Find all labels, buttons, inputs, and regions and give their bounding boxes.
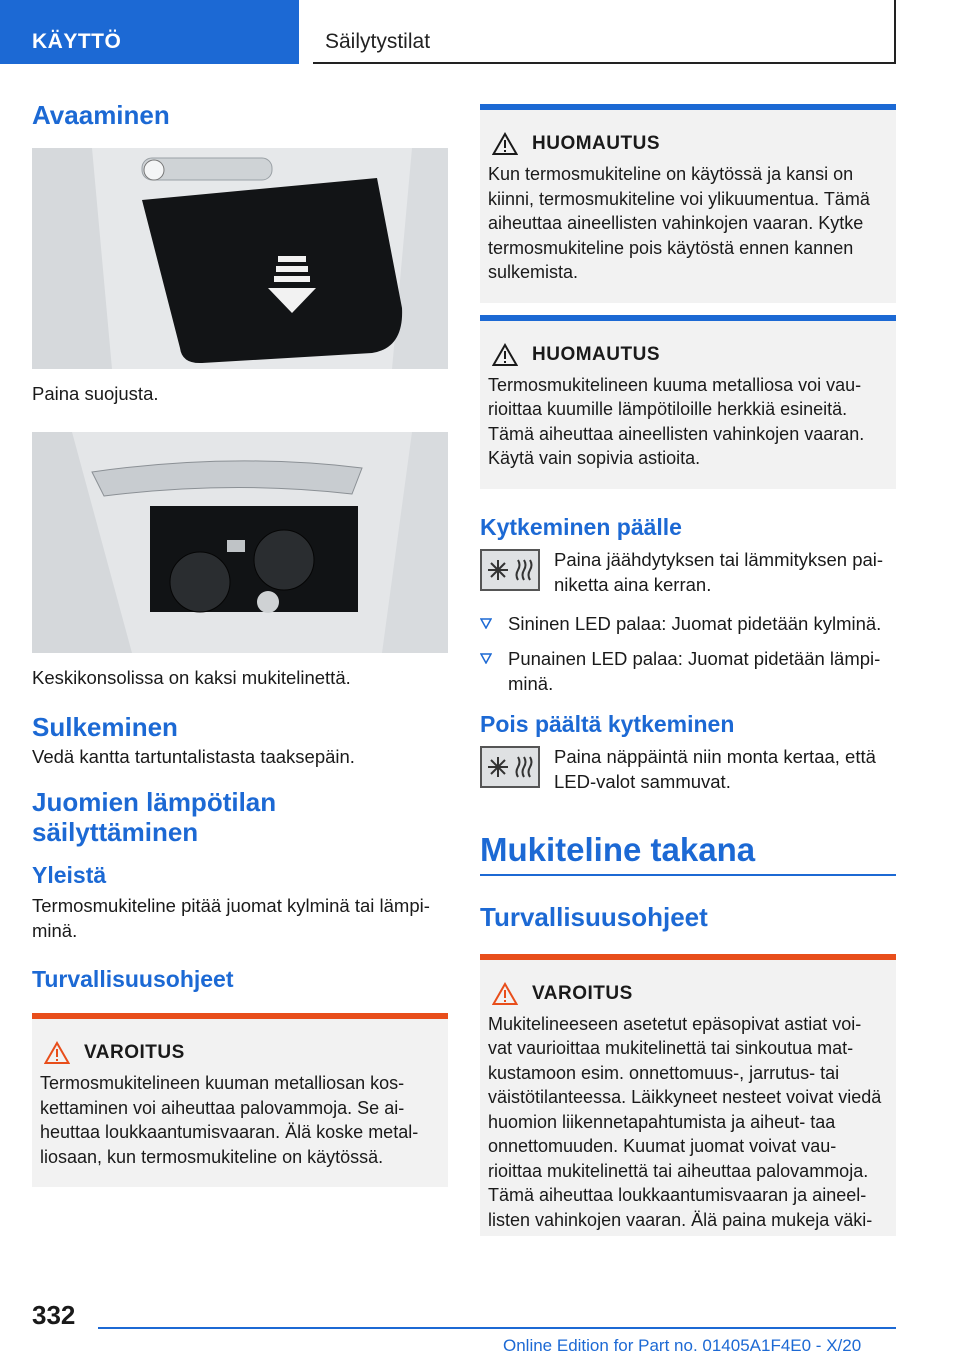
heading-general: Yleistä <box>32 862 107 888</box>
snowflake-icon <box>487 559 509 581</box>
photo-cover-closed <box>32 148 448 369</box>
heat-waves-icon <box>515 756 533 778</box>
section-tab: KÄYTTÖ <box>0 0 299 64</box>
caution-triangle-icon <box>492 343 518 367</box>
warning-rear-title: VAROITUS <box>532 982 633 1004</box>
warning-text: Termosmukitelineen kuuman metalliosan kos- kettaminen voi aiheuttaa palovammoja. Se ai- heuttaa loukkaantumisvaaran. Älä koske metal- liosaan, kun termosmukiteline on käytössä. <box>40 1073 419 1167</box>
heading-closing: Sulkeminen <box>32 712 178 742</box>
warning-title: VAROITUS <box>84 1042 185 1063</box>
heading-switch-off: Pois päältä kytkeminen <box>480 710 735 737</box>
closing-text: Vedä kantta tartuntalistasta taaksepäin. <box>32 746 355 767</box>
left-column <box>32 100 448 1187</box>
warning-box-rear <box>480 954 896 1237</box>
warning-triangle-icon <box>44 1041 70 1065</box>
list-item: Punainen LED palaa: Juomat pidetään lämpi- minä. <box>480 646 896 696</box>
bullet-arrow-icon <box>480 652 492 664</box>
caption-two-cupholders: Keskikonsolissa on kaksi mukitelinettä. <box>32 667 351 688</box>
page-number: 332 <box>32 1300 76 1330</box>
notice-box-1 <box>480 104 896 303</box>
general-text: Termosmukiteline pitää juomat kylminä tai lämpi- minä. <box>32 895 430 941</box>
heading-switch-on: Kytkeminen päälle <box>480 513 682 540</box>
page-title: Säilytystilat <box>313 0 896 64</box>
heading-safety-rear: Turvallisuusohjeet <box>480 901 708 932</box>
heading-underline <box>480 874 896 876</box>
notice-1-text: Kun termosmukiteline on käytössä ja kansi on kiinni, termosmukiteline voi ylikuumentua. Tämä aiheuttaa aineellisten vahinkojen vaaran. Kytke termosmukiteline pois käytöstä ennen kannen sulkemista. <box>488 164 870 282</box>
heading-drink-temperature: Juomien lämpötilan säilyttäminen <box>32 787 277 847</box>
caption-press-cover: Paina suojusta. <box>32 383 159 404</box>
notice-2-text: Termosmukitelineen kuuma metalliosa voi vau- rioittaa kuumille lämpötiloille herkkiä esineitä. Tämä aiheuttaa aineellisten vahinkojen vaaran. Käytä vain sopivia astioita. <box>488 374 865 468</box>
cool-heat-button-icon <box>480 746 540 788</box>
list-item: Sininen LED palaa: Juomat pidetään kylminä. <box>480 611 896 636</box>
heading-opening: Avaaminen <box>32 100 170 130</box>
bullet-arrow-icon <box>480 617 492 629</box>
led-status-list <box>480 611 896 696</box>
heat-waves-icon <box>515 559 533 581</box>
snowflake-icon <box>487 756 509 778</box>
footer-rule <box>98 1327 896 1329</box>
heading-safety: Turvallisuusohjeet <box>32 966 234 992</box>
heading-rear-cupholder: Mukiteline takana <box>480 830 756 868</box>
notice-1-title: HUOMAUTUS <box>532 133 660 154</box>
caution-triangle-icon <box>492 132 518 156</box>
warning-triangle-icon <box>492 982 518 1006</box>
notice-box-2 <box>480 315 896 489</box>
switch-off-text: Paina näppäintä niin monta kertaa, että LED-valot sammuvat. <box>554 745 876 792</box>
right-column <box>480 104 896 1236</box>
warning-box <box>32 1013 448 1187</box>
photo-cupholders <box>32 432 448 653</box>
notice-2-title: HUOMAUTUS <box>532 343 660 365</box>
warning-rear-text: Mukitelineeseen asetetut epäsopivat astiat voi- vat vaurioittaa mukitelinettä tai sinkoutua mat- kustamoon esim. onnettomuus-, jarrutus- tai väistötilanteessa. Läikkyneet nesteet voivat viedä huomion liikennetapahtumista ja aiheut- taa onnettomuuden. Kuumat juomat voivat vau- rioittaa mukitelinettä tai aiheuttaa palovammoja. Tämä aiheuttaa loukkaantumisvaaran ja aineel- listen vahinkojen vaaran. Älä paina mukeja väki- <box>488 1013 882 1230</box>
edition-note: Online Edition for Part no. 01405A1F4E0 - X/20 <box>503 1336 862 1355</box>
cool-heat-button-icon <box>480 549 540 591</box>
switch-on-text: Paina jäähdytyksen tai lämmityksen pai- niketta aina kerran. <box>554 548 884 595</box>
